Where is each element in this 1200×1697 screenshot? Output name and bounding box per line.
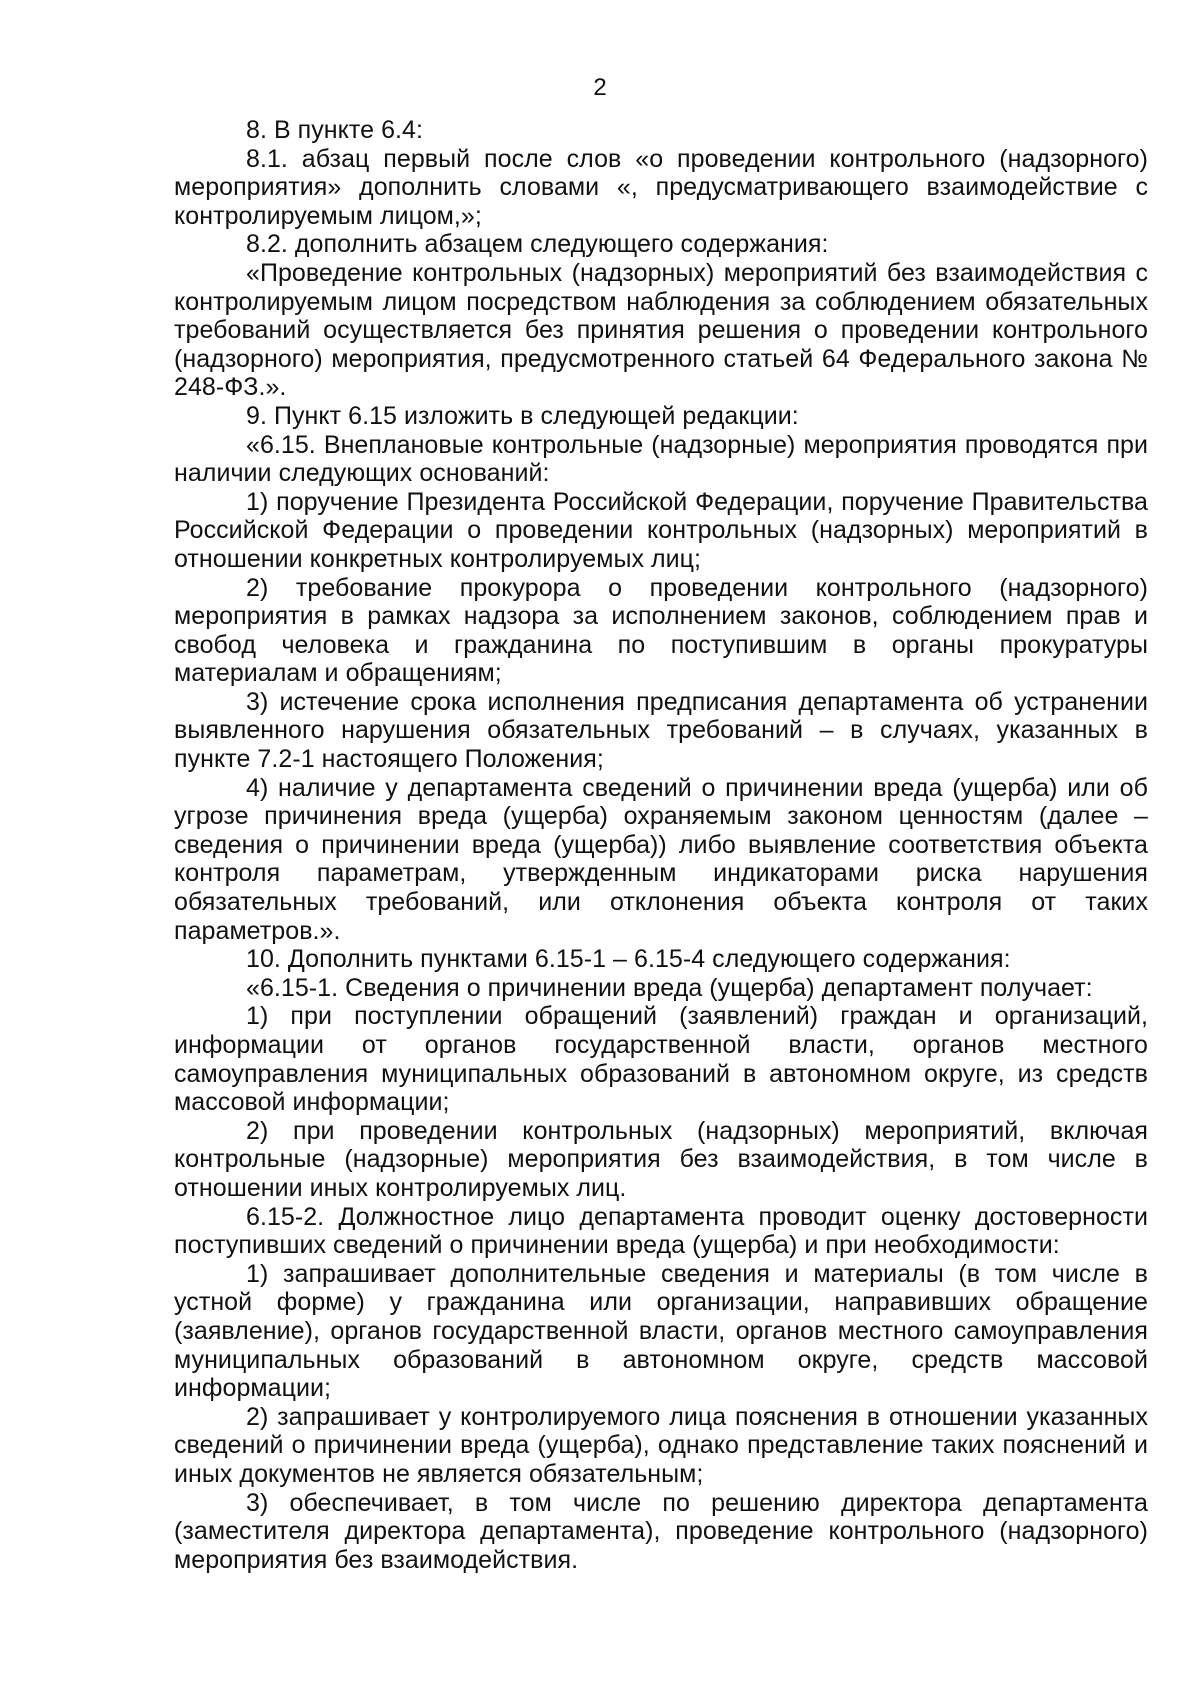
paragraph-6-15-item-2: 2) требование прокурора о проведении контрольного (надзорного) мероприятия в рамках надзора за исполнением законов, соблюдением прав и свобод человека и гражданина по поступившим в органы прокуратуры материалам и обращениям; bbox=[174, 573, 1148, 688]
document-body bbox=[174, 116, 1148, 1574]
paragraph-6-15-2-item-3: 3) обеспечивает, в том числе по решению директора департамента (заместителя директора департамента), проведение контрольного (надзорного) мероприятия без взаимодействия. bbox=[174, 1488, 1148, 1574]
paragraph-6-15-1-item-1: 1) при поступлении обращений (заявлений) граждан и организаций, информации от органов государственной власти, органов местного самоуправления муниципальных образований в автономном округе, из средств массовой информации; bbox=[174, 1002, 1148, 1117]
paragraph-6-15-1-item-2: 2) при проведении контрольных (надзорных) мероприятий, включая контрольные (надзорные) мероприятия без взаимодействия, в том числе в отношении иных контролируемых лиц. bbox=[174, 1116, 1148, 1202]
paragraph-6-15-1: «6.15-1. Сведения о причинении вреда (ущерба) департамент получает: bbox=[246, 973, 1093, 1002]
paragraph-6-15-item-4: 4) наличие у департамента сведений о причинении вреда (ущерба) или об угрозе причинения вреда (ущерба) охраняемым законом ценностям (далее – сведения о причинении вреда (ущерба)) либо выявление соответствия объекта контроля параметрам, утвержденным индикаторами риска нарушения обязательных требований, или отклонения объекта контроля от таких параметров.». bbox=[174, 773, 1148, 945]
paragraph-6-15-2-item-2: 2) запрашивает у контролируемого лица пояснения в отношении указанных сведений о причинении вреда (ущерба), однако представление таких пояснений и иных документов не является обязательным; bbox=[174, 1402, 1148, 1488]
paragraph-8-2: 8.2. дополнить абзацем следующего содержания: bbox=[246, 230, 829, 259]
page-number: 2 bbox=[593, 74, 607, 101]
paragraph-6-15-2-item-1: 1) запрашивает дополнительные сведения и материалы (в том числе в устной форме) у гражданина или организации, направивших обращение (заявление), органов государственной власти, органов местного самоуправления муниципальных образований в автономном округе, средств массовой информации; bbox=[174, 1259, 1148, 1403]
paragraph-10: 10. Дополнить пунктами 6.15-1 – 6.15-4 следующего содержания: bbox=[246, 945, 1011, 974]
paragraph-6-15-2: 6.15-2. Должностное лицо департамента проводит оценку достоверности поступивших сведений о причинении вреда (ущерба) и при необходимости: bbox=[174, 1202, 1148, 1260]
paragraph-6-15: «6.15. Внеплановые контрольные (надзорные) мероприятия проводятся при наличии следующих оснований: bbox=[174, 430, 1148, 488]
paragraph-8: 8. В пункте 6.4: bbox=[246, 116, 423, 144]
paragraph-9: 9. Пункт 6.15 изложить в следующей редакции: bbox=[246, 401, 799, 430]
paragraph-6-15-item-1: 1) поручение Президента Российской Федерации, поручение Правительства Российской Федерации о проведении контрольных (надзорных) мероприятий в отношении конкретных контролируемых лиц; bbox=[174, 487, 1148, 573]
paragraph-8-2-quote: «Проведение контрольных (надзорных) мероприятий без взаимодействия с контролируемым лицом посредством наблюдения за соблюдением обязательных требований осуществляется без принятия решения о проведении контрольного (надзорного) мероприятия, предусмотренного статьей 64 Федерального закона № 248-ФЗ.». bbox=[174, 258, 1148, 402]
paragraph-6-15-item-3: 3) истечение срока исполнения предписания департамента об устранении выявленного нарушения обязательных требований – в случаях, указанных в пункте 7.2-1 настоящего Положения; bbox=[174, 687, 1148, 774]
paragraph-8-1: 8.1. абзац первый после слов «о проведении контрольного (надзорного) мероприятия» дополнить словами «, предусматривающего взаимодействие с контролируемым лицом,»; bbox=[174, 144, 1148, 230]
